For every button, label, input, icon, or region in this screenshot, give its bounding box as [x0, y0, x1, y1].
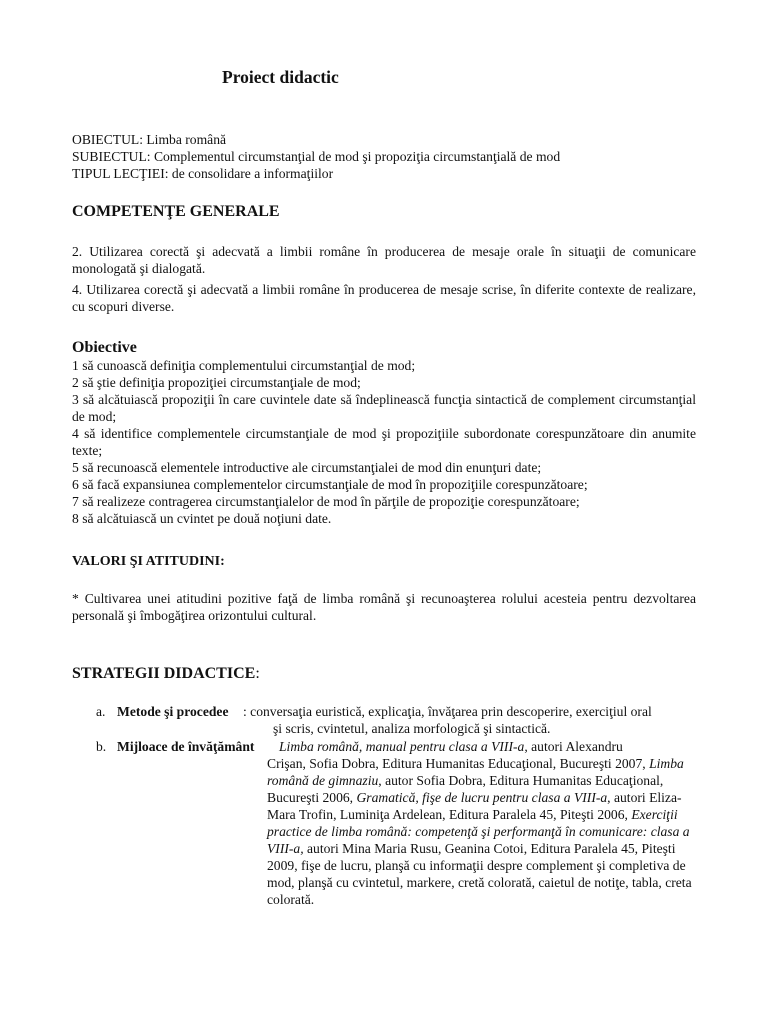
meta-obiectul: OBIECTUL: Limba română: [72, 132, 227, 147]
mijloace-first-line: [279, 738, 623, 755]
book-details: autori Mina Maria Rusu, Geanina Cotoi, Editura Paralela 45, Piteşti 2009, fişe de lucru, planşă cu informaţii despre complement şi completiva de mod, planşă cu cvintetul, markere, cretă colorată, caietul de notiţe, tabla, creta colorată.: [267, 841, 692, 907]
obiectiv-item: 1 să cunoască definiţia complementului circumstanţial de mod;: [72, 358, 416, 373]
obiectiv-item: 3 să alcătuiască propoziţii în care cuvintele date să îndeplinească funcţia sintactică de complement circumstanţial de mod;: [72, 392, 696, 424]
competente-heading: COMPETENŢE GENERALE: [72, 203, 280, 220]
obiective-heading: Obiective: [72, 339, 137, 356]
strategii-heading: [72, 664, 260, 684]
obiectiv-item: 5 să recunoască elementele introductive ale circumstanţialei de mod din enunţuri date;: [72, 460, 542, 475]
book-title: Exerciţii practice de limba română: competenţă şi performanţă în comunicare: clasa a VIII-a,: [267, 807, 690, 856]
document-title: Proiect didactic: [222, 67, 339, 87]
valori-heading: VALORI ŞI ATITUDINI:: [72, 554, 225, 569]
book-title: Limba română, manual pentru clasa a VIII-a: [279, 739, 525, 754]
mijloace-label: Mijloace de învăţământ: [117, 739, 255, 754]
obiectiv-item: 8 să alcătuiască un cvintet pe două noţiuni date.: [72, 511, 332, 526]
strategii-heading-colon: :: [255, 665, 260, 682]
obiectiv-item: 7 să realizeze contragerea circumstanţialelor de mod în părţile de propoziţie corespunzătoare;: [72, 494, 580, 509]
obiective-list: [72, 357, 696, 527]
competenta-item-2: 2. Utilizarea corectă şi adecvată a limbii române în producerea de mesaje orale în situaţii de comunicare monologată şi dialogată.: [72, 244, 696, 276]
metode-label: Metode şi procedee: [117, 704, 229, 719]
valori-text: * Cultivarea unei atitudini pozitive faţă de limba română şi recunoaşterea rolului acesteia pentru dezvoltarea personală şi îmbogăţirea orizontului cultural.: [72, 591, 696, 623]
list-marker-a: a.: [96, 704, 106, 719]
metode-text-line1: : conversaţia euristică, explicaţia, învăţarea prin descoperire, exerciţiul oral: [243, 704, 652, 719]
book-details: Crişan, Sofia Dobra, Editura Humanitas Educaţional, Bucureşti 2007,: [267, 756, 650, 771]
mijloace-text: [267, 755, 697, 908]
book-details: , autori Eliza-Mara Trofin, Luminiţa Ardelean, Editura Paralela 45, Piteşti 2006,: [267, 790, 682, 822]
book-title: Gramatică, fişe de lucru pentru clasa a VIII-a: [356, 790, 608, 805]
obiectiv-item: 2 să ştie definiţia propoziţiei circumstanţiale de mod;: [72, 375, 361, 390]
meta-subiectul: SUBIECTUL: Complementul circumstanţial de mod şi propoziţia circumstanţială de mod: [72, 149, 561, 164]
book-details: , autor Sofia Dobra, Editura Humanitas Educaţional, Bucureşti 2006,: [267, 773, 664, 805]
lesson-meta: [72, 131, 560, 182]
strategii-heading-text: STRATEGII DIDACTICE: [72, 665, 256, 682]
list-marker-b: b.: [96, 739, 107, 754]
obiectiv-item: 4 să identifice complementele circumstanţiale de mod şi propoziţiile subordonate corespunzătoare din anumite texte;: [72, 426, 696, 458]
obiectiv-item: 6 să facă expansiunea complementelor circumstanţiale de mod în propoziţiile corespunzătoare;: [72, 477, 588, 492]
competenta-item-4: 4. Utilizarea corectă şi adecvată a limbii române în producerea de mesaje scrise, în diferite contexte de realizare, cu scopuri diverse.: [72, 282, 696, 314]
book-details: , autori Alexandru: [524, 739, 623, 754]
metode-text-line2: şi scris, cvintetul, analiza morfologică şi sintactică.: [273, 721, 551, 736]
book-title: Limba română de gimnaziu: [267, 756, 684, 788]
meta-tipul: TIPUL LECŢIEI: de consolidare a informaţiilor: [72, 166, 334, 181]
